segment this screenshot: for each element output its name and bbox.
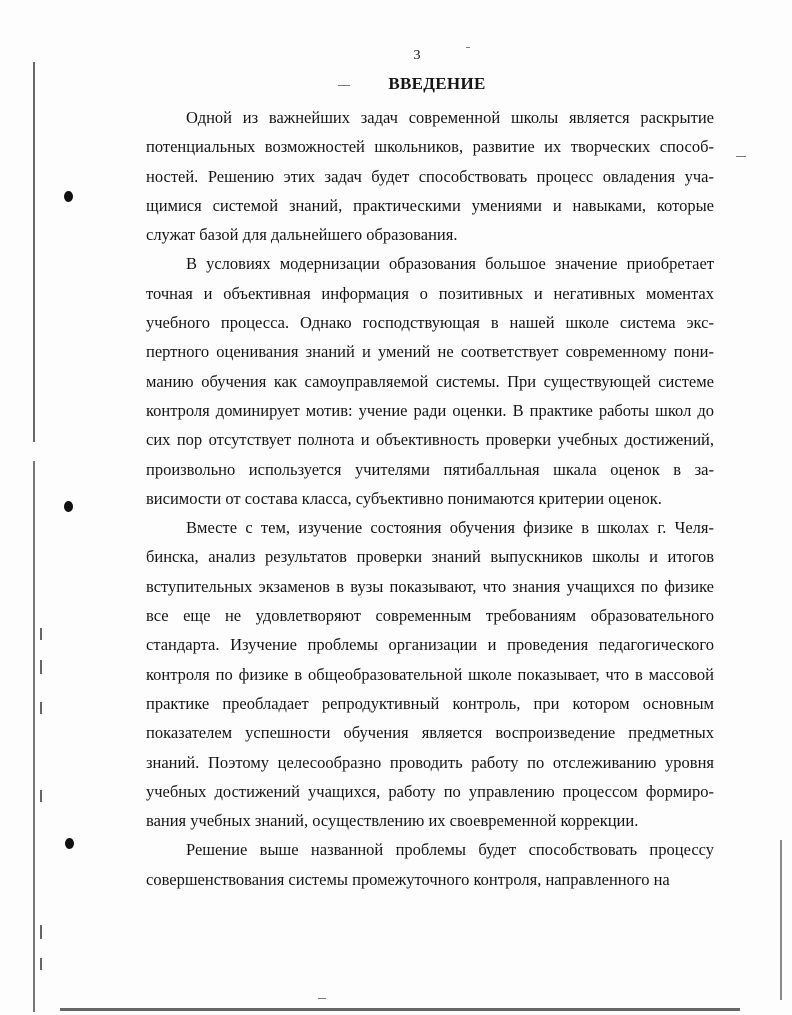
scan-right-edge [780, 840, 782, 1000]
scan-tick-mark [40, 628, 42, 640]
page-number: 3 [413, 48, 421, 63]
scan-tick-mark [40, 925, 42, 939]
page-title: ВВЕДЕНИЕ [388, 74, 486, 93]
punch-hole-mark [64, 501, 73, 512]
scan-tick-mark [40, 660, 42, 674]
document-body [146, 103, 714, 894]
punch-hole-mark [65, 838, 74, 849]
paragraph: Одной из важнейших задач современной школы является раскрытие потенциальных возможностей школьников, развитие их творческих способностей. Решению этих задач будет способствовать процесс овладения учащимися системой знаний, практическими умениями и навыками, которые служат базой для дальнейшего образования. [146, 108, 714, 245]
punch-hole-mark [64, 191, 73, 202]
scan-bottom-edge [60, 1008, 740, 1011]
scan-tick-mark [40, 702, 42, 714]
paragraph: Решение выше названной проблемы будет способствовать процессу совершенствования системы промежуточного контроля, направленного на [146, 840, 714, 889]
paragraph: В условиях модернизации образования большое значение приобретает точная и объективная информация о позитивных и негативных моментах учебного процесса. Однако господствующая в нашей школе система экспертного оценивания знаний и умений не соответствует современному пониманию обучения как самоуправляемой системы. При существующей системе контроля доминирует мотив: учение ради оценки. В практике работы школ до сих пор отсутствует полнота и объективность проверки учебных достижений, произвольно используется учителями пятибалльная шкала оценок в зависимости от состава класса, субъективно понимаются критерии оценок. [146, 254, 714, 508]
scan-left-edge [33, 62, 35, 1012]
scan-speck [736, 156, 746, 157]
scan-speck [318, 998, 326, 999]
scan-tick-mark [40, 958, 42, 970]
scan-tick-mark [40, 790, 42, 802]
paragraph: Вместе с тем, изучение состояния обучения физике в школах г. Челябинска, анализ результатов проверки знаний выпускников школы и итогов вступительных экзаменов в вузы показывают, что знания учащихся по физике все еще не удовлетворяют современным требованиям образовательного стандарта. Изучение проблемы организации и проведения педагогического контроля по физике в общеобразовательной школе показывает, что в массовой практике преобладает репродуктивный контроль, при котором основным показателем успешности обучения является воспроизведение предметных знаний. Поэтому целесообразно проводить работу по отслеживанию уровня учебных достижений учащихся, работу по управлению процессом формирования учебных знаний, осуществлению их своевременной коррекции. [146, 518, 714, 831]
